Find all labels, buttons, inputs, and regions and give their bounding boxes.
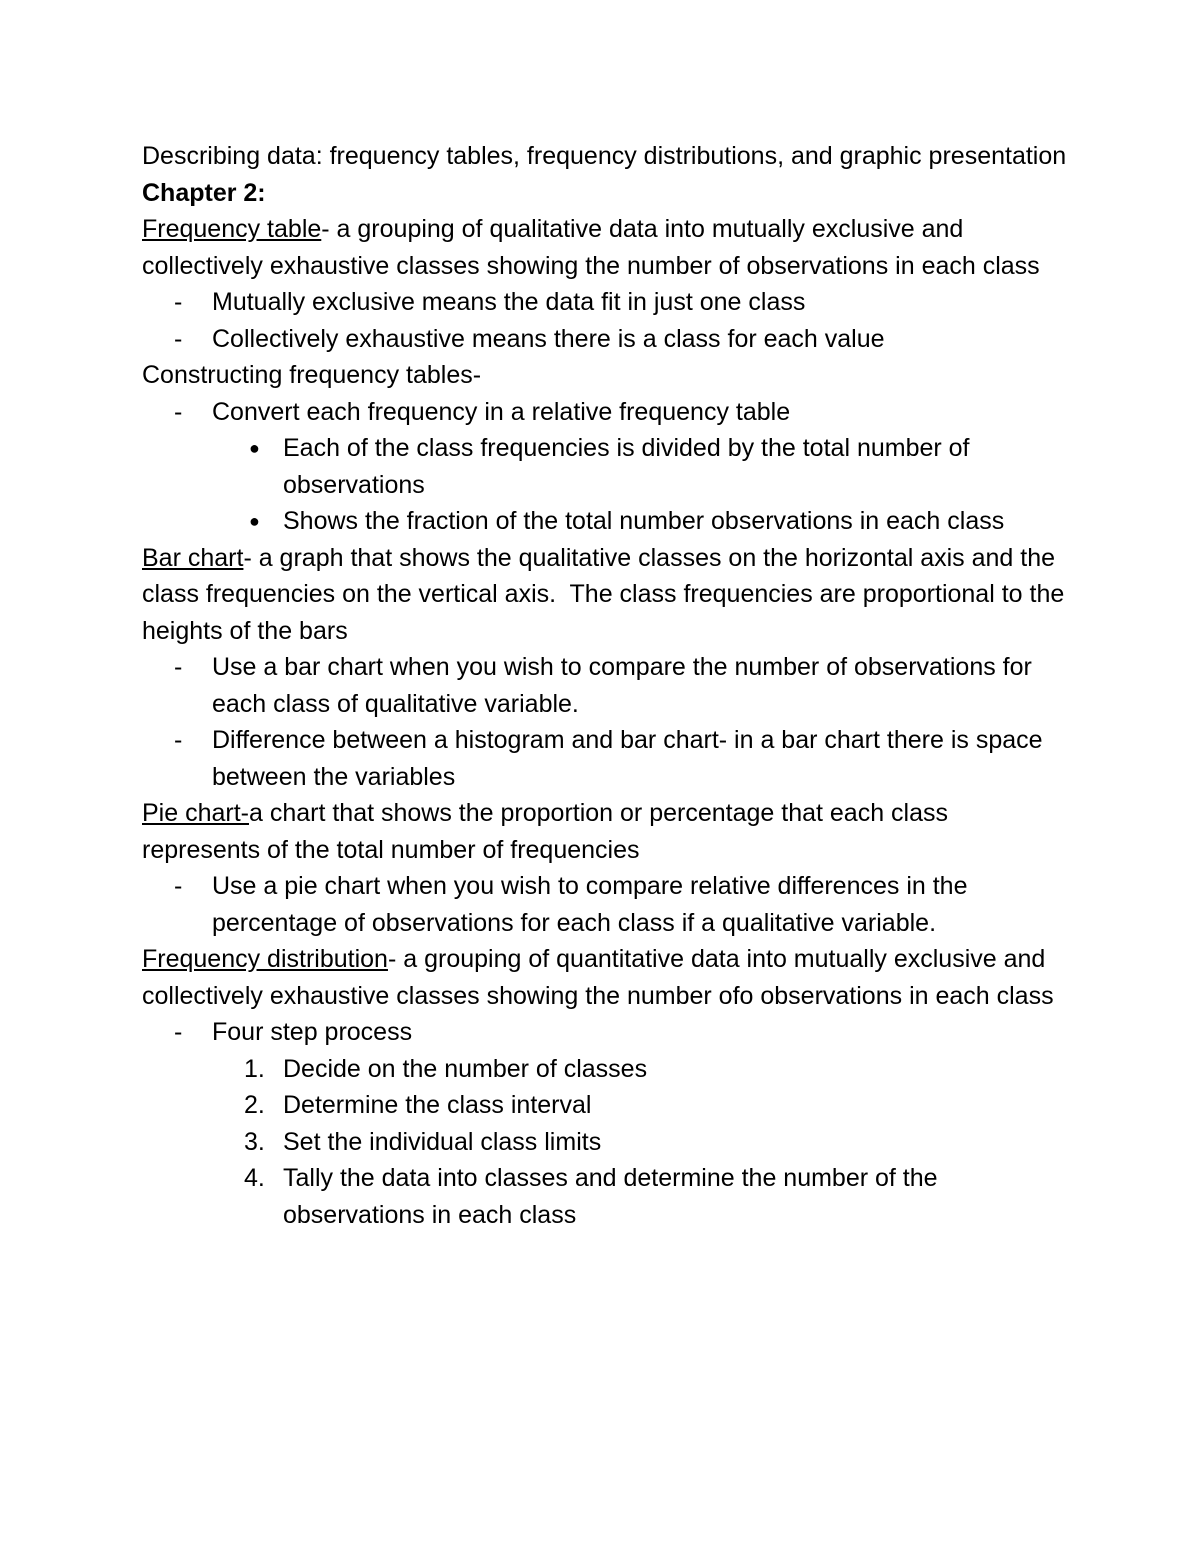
numbered-step: 1. Decide on the number of classes	[142, 1051, 1072, 1088]
bar-chart-definition	[142, 540, 1072, 650]
chapter-heading: Chapter 2:	[142, 178, 266, 207]
dash-marker: -	[174, 288, 183, 316]
pie-chart-text: a chart that shows the proportion or percentage that each class represents of the total number of frequencies	[142, 799, 949, 864]
list-subitem: ● Each of the class frequencies is divided by the total number of observations	[142, 430, 1072, 503]
bullet-icon: ●	[249, 511, 260, 531]
numbered-step: 4. Tally the data into classes and determine the number of the observations in each class	[142, 1160, 1072, 1233]
list-item: - Mutually exclusive means the data fit in just one class	[142, 284, 1072, 321]
list-subitem: ● Shows the fraction of the total number observations in each class	[142, 503, 1072, 540]
bar-chart-term: Bar chart	[142, 543, 244, 572]
pie-chart-definition	[142, 795, 1072, 868]
dash-marker: -	[174, 324, 183, 353]
frequency-table-definition	[142, 211, 1072, 284]
document-title: Describing data: frequency tables, frequency distributions, and graphic presentation	[142, 142, 1067, 170]
bar-chart-text: - a graph that shows the qualitative classes on the horizontal axis and the class frequencies on the vertical axis. The class frequencies are proportional to the heights of the bars	[142, 543, 1072, 645]
list-item: - Use a pie chart when you wish to compare relative differences in the percentage of observations for each class if a qualitative variable.	[142, 868, 1072, 941]
list-item: - Four step process	[142, 1014, 1072, 1051]
dash-marker: -	[174, 1018, 183, 1046]
step-number: 4.	[244, 1164, 265, 1192]
list-item: - Convert each frequency in a relative frequency table	[142, 394, 1072, 431]
numbered-step: 2. Determine the class interval	[142, 1087, 1072, 1124]
list-item: - Difference between a histogram and bar chart- in a bar chart there is space between the variables	[142, 722, 1072, 795]
constructing-heading: Constructing frequency tables-	[142, 361, 482, 389]
frequency-distribution-text: - a grouping of quantitative data into mutually exclusive and collectively exhaustive classes showing the number ofo observations in each class	[142, 945, 1054, 1010]
frequency-table-text: - a grouping of qualitative data into mutually exclusive and collectively exhaustive classes showing the number of observations in each class	[142, 215, 1040, 280]
bullet-icon: ●	[249, 438, 260, 458]
step-number: 3.	[244, 1127, 265, 1156]
step-number: 2.	[244, 1091, 265, 1119]
frequency-distribution-term: Frequency distribution	[142, 945, 388, 973]
dash-marker: -	[174, 397, 183, 426]
dash-marker: -	[174, 653, 183, 681]
pie-chart-term: Pie chart-	[142, 799, 249, 827]
numbered-step: 3. Set the individual class limits	[142, 1124, 1072, 1161]
dash-marker: -	[174, 726, 183, 754]
list-item: - Use a bar chart when you wish to compare the number of observations for each class of qualitative variable.	[142, 649, 1072, 722]
document-page	[142, 138, 1072, 1233]
dash-marker: -	[174, 872, 183, 900]
frequency-distribution-definition	[142, 941, 1072, 1014]
list-item: - Collectively exhaustive means there is a class for each value	[142, 321, 1072, 358]
frequency-table-term: Frequency table	[142, 215, 322, 243]
step-number: 1.	[244, 1054, 265, 1083]
